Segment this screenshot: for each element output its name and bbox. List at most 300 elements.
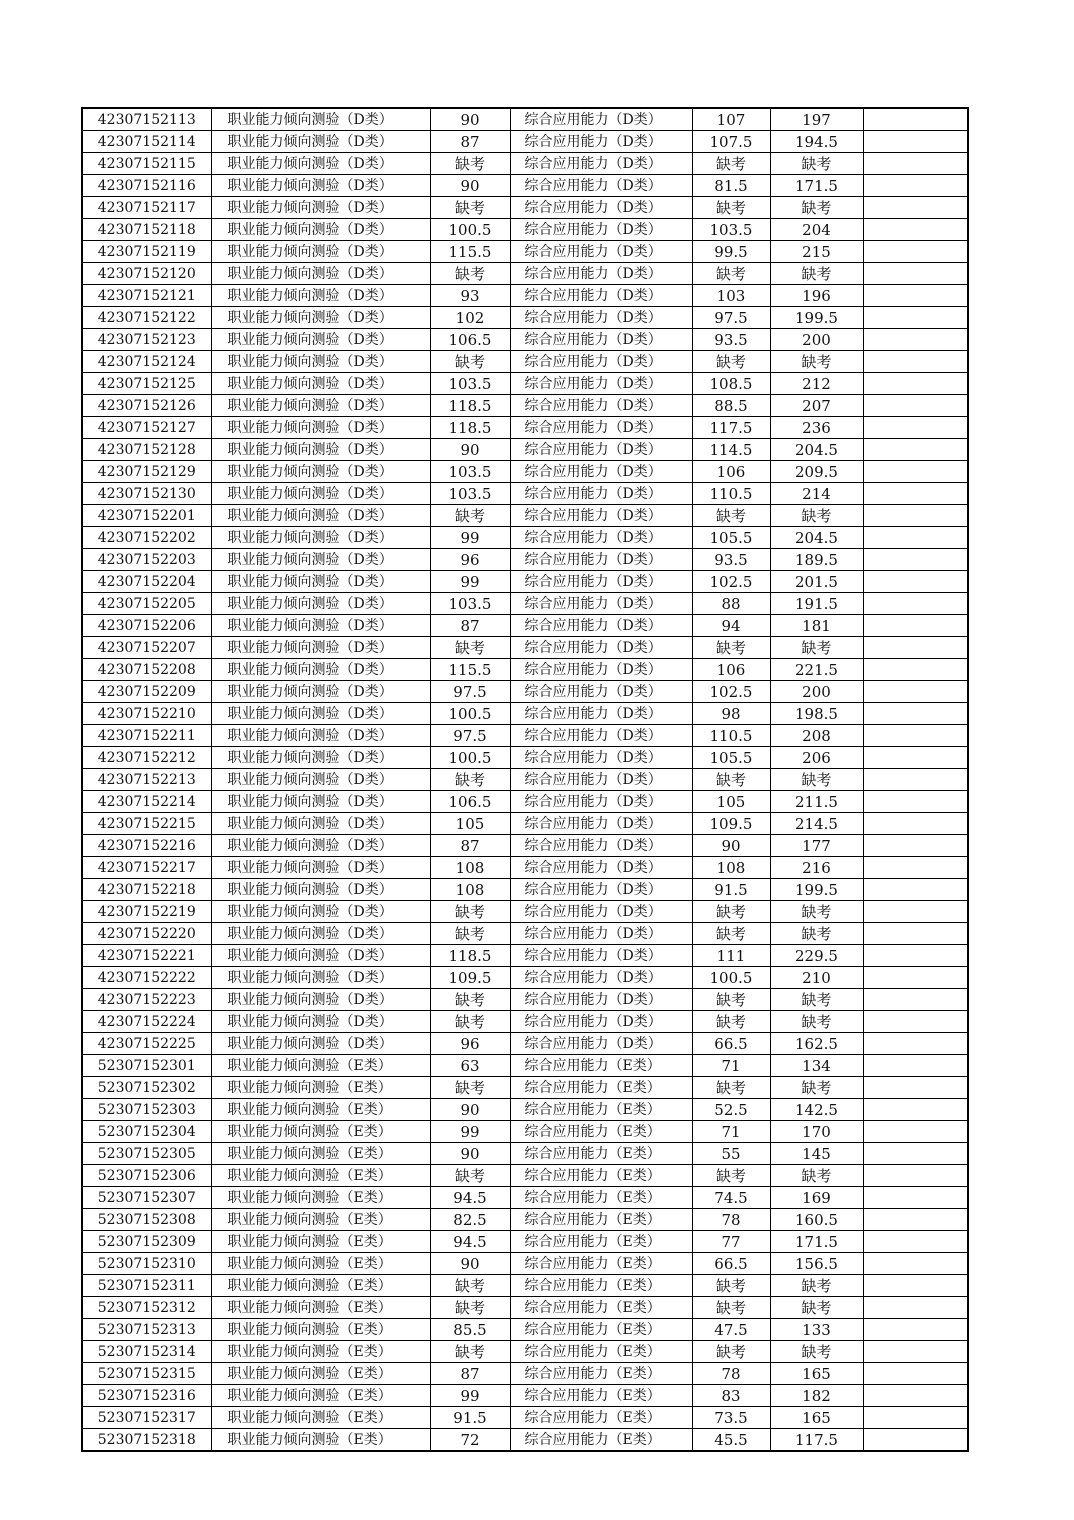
subject2-name-cell: 综合应用能力（D类） <box>510 439 692 461</box>
total-score-cell: 缺考 <box>770 1341 863 1363</box>
subject1-score-cell: 118.5 <box>430 945 510 967</box>
remark-cell <box>863 373 968 395</box>
total-score-cell: 134 <box>770 1055 863 1077</box>
total-score-cell: 缺考 <box>770 505 863 527</box>
subject1-name-cell: 职业能力倾向测验（D类） <box>211 857 430 879</box>
candidate-id-cell: 52307152309 <box>82 1231 211 1253</box>
candidate-id-cell: 42307152128 <box>82 439 211 461</box>
remark-cell <box>863 1055 968 1077</box>
remark-cell <box>863 967 968 989</box>
subject1-name-cell: 职业能力倾向测验（D类） <box>211 285 430 307</box>
subject2-name-cell: 综合应用能力（D类） <box>510 813 692 835</box>
remark-cell <box>863 351 968 373</box>
table-row <box>82 1143 968 1165</box>
candidate-id-cell: 42307152120 <box>82 263 211 285</box>
subject1-name-cell: 职业能力倾向测验（D类） <box>211 351 430 373</box>
subject1-score-cell: 94.5 <box>430 1187 510 1209</box>
total-score-cell: 214 <box>770 483 863 505</box>
candidate-id-cell: 52307152313 <box>82 1319 211 1341</box>
remark-cell <box>863 1363 968 1385</box>
total-score-cell: 210 <box>770 967 863 989</box>
subject1-score-cell: 96 <box>430 549 510 571</box>
subject2-score-cell: 94 <box>692 615 770 637</box>
candidate-id-cell: 42307152213 <box>82 769 211 791</box>
subject2-score-cell: 110.5 <box>692 725 770 747</box>
subject1-score-cell: 63 <box>430 1055 510 1077</box>
total-score-cell: 165 <box>770 1407 863 1429</box>
subject1-name-cell: 职业能力倾向测验（E类） <box>211 1297 430 1319</box>
candidate-id-cell: 52307152301 <box>82 1055 211 1077</box>
remark-cell <box>863 1099 968 1121</box>
subject2-score-cell: 71 <box>692 1121 770 1143</box>
subject2-name-cell: 综合应用能力（D类） <box>510 835 692 857</box>
subject2-name-cell: 综合应用能力（D类） <box>510 461 692 483</box>
subject2-score-cell: 93.5 <box>692 549 770 571</box>
subject2-score-cell: 缺考 <box>692 637 770 659</box>
candidate-id-cell: 42307152222 <box>82 967 211 989</box>
remark-cell <box>863 175 968 197</box>
candidate-id-cell: 42307152122 <box>82 307 211 329</box>
candidate-id-cell: 42307152225 <box>82 1033 211 1055</box>
subject1-name-cell: 职业能力倾向测验（D类） <box>211 153 430 175</box>
subject2-score-cell: 117.5 <box>692 417 770 439</box>
subject1-name-cell: 职业能力倾向测验（E类） <box>211 1055 430 1077</box>
total-score-cell: 171.5 <box>770 1231 863 1253</box>
candidate-id-cell: 52307152315 <box>82 1363 211 1385</box>
subject2-name-cell: 综合应用能力（D类） <box>510 153 692 175</box>
candidate-id-cell: 52307152314 <box>82 1341 211 1363</box>
remark-cell <box>863 923 968 945</box>
candidate-id-cell: 42307152218 <box>82 879 211 901</box>
remark-cell <box>863 945 968 967</box>
remark-cell <box>863 593 968 615</box>
candidate-id-cell: 52307152318 <box>82 1429 211 1452</box>
subject2-name-cell: 综合应用能力（D类） <box>510 703 692 725</box>
subject1-score-cell: 缺考 <box>430 153 510 175</box>
total-score-cell: 缺考 <box>770 1077 863 1099</box>
table-row <box>82 879 968 901</box>
subject1-score-cell: 115.5 <box>430 659 510 681</box>
subject1-name-cell: 职业能力倾向测验（D类） <box>211 461 430 483</box>
table-row <box>82 725 968 747</box>
remark-cell <box>863 1077 968 1099</box>
total-score-cell: 200 <box>770 681 863 703</box>
subject1-name-cell: 职业能力倾向测验（E类） <box>211 1121 430 1143</box>
subject2-name-cell: 综合应用能力（E类） <box>510 1143 692 1165</box>
subject1-name-cell: 职业能力倾向测验（D类） <box>211 131 430 153</box>
subject1-name-cell: 职业能力倾向测验（D类） <box>211 417 430 439</box>
subject2-name-cell: 综合应用能力（D类） <box>510 417 692 439</box>
subject2-score-cell: 缺考 <box>692 923 770 945</box>
remark-cell <box>863 1033 968 1055</box>
table-row <box>82 703 968 725</box>
subject2-score-cell: 78 <box>692 1209 770 1231</box>
total-score-cell: 204.5 <box>770 527 863 549</box>
subject1-score-cell: 106.5 <box>430 329 510 351</box>
subject1-name-cell: 职业能力倾向测验（D类） <box>211 703 430 725</box>
table-row <box>82 1187 968 1209</box>
subject2-score-cell: 66.5 <box>692 1033 770 1055</box>
subject1-score-cell: 106.5 <box>430 791 510 813</box>
table-row <box>82 527 968 549</box>
subject2-score-cell: 78 <box>692 1363 770 1385</box>
subject2-score-cell: 111 <box>692 945 770 967</box>
candidate-id-cell: 42307152113 <box>82 108 211 131</box>
subject2-name-cell: 综合应用能力（D类） <box>510 1011 692 1033</box>
subject1-score-cell: 99 <box>430 571 510 593</box>
subject2-score-cell: 缺考 <box>692 263 770 285</box>
table-row <box>82 549 968 571</box>
subject1-score-cell: 103.5 <box>430 461 510 483</box>
subject1-score-cell: 97.5 <box>430 725 510 747</box>
subject2-name-cell: 综合应用能力（E类） <box>510 1341 692 1363</box>
table-row <box>82 329 968 351</box>
subject1-score-cell: 100.5 <box>430 747 510 769</box>
subject2-score-cell: 106 <box>692 659 770 681</box>
subject1-name-cell: 职业能力倾向测验（D类） <box>211 329 430 351</box>
subject2-name-cell: 综合应用能力（E类） <box>510 1297 692 1319</box>
subject1-score-cell: 缺考 <box>430 1341 510 1363</box>
candidate-id-cell: 42307152219 <box>82 901 211 923</box>
subject2-name-cell: 综合应用能力（D类） <box>510 483 692 505</box>
subject1-name-cell: 职业能力倾向测验（E类） <box>211 1429 430 1452</box>
subject2-name-cell: 综合应用能力（D类） <box>510 108 692 131</box>
subject1-name-cell: 职业能力倾向测验（D类） <box>211 197 430 219</box>
subject1-score-cell: 90 <box>430 108 510 131</box>
subject1-score-cell: 118.5 <box>430 417 510 439</box>
subject2-name-cell: 综合应用能力（D类） <box>510 307 692 329</box>
subject1-name-cell: 职业能力倾向测验（E类） <box>211 1099 430 1121</box>
subject1-score-cell: 97.5 <box>430 681 510 703</box>
subject2-name-cell: 综合应用能力（D类） <box>510 989 692 1011</box>
total-score-cell: 194.5 <box>770 131 863 153</box>
table-row <box>82 1077 968 1099</box>
subject1-score-cell: 90 <box>430 175 510 197</box>
subject1-score-cell: 103.5 <box>430 483 510 505</box>
table-row <box>82 153 968 175</box>
table-row <box>82 1319 968 1341</box>
candidate-id-cell: 42307152203 <box>82 549 211 571</box>
table-row <box>82 483 968 505</box>
subject1-name-cell: 职业能力倾向测验（D类） <box>211 1011 430 1033</box>
table-row <box>82 637 968 659</box>
table-row <box>82 219 968 241</box>
subject1-score-cell: 90 <box>430 1253 510 1275</box>
subject2-name-cell: 综合应用能力（E类） <box>510 1363 692 1385</box>
candidate-id-cell: 42307152208 <box>82 659 211 681</box>
subject1-name-cell: 职业能力倾向测验（D类） <box>211 901 430 923</box>
subject2-name-cell: 综合应用能力（D类） <box>510 351 692 373</box>
total-score-cell: 177 <box>770 835 863 857</box>
total-score-cell: 缺考 <box>770 1011 863 1033</box>
subject1-score-cell: 缺考 <box>430 263 510 285</box>
remark-cell <box>863 307 968 329</box>
subject1-score-cell: 108 <box>430 879 510 901</box>
table-row <box>82 1341 968 1363</box>
table-row <box>82 747 968 769</box>
candidate-id-cell: 52307152308 <box>82 1209 211 1231</box>
subject1-score-cell: 缺考 <box>430 989 510 1011</box>
remark-cell <box>863 1187 968 1209</box>
remark-cell <box>863 395 968 417</box>
subject2-name-cell: 综合应用能力（D类） <box>510 197 692 219</box>
candidate-id-cell: 42307152220 <box>82 923 211 945</box>
subject1-score-cell: 缺考 <box>430 637 510 659</box>
table-row <box>82 835 968 857</box>
subject1-name-cell: 职业能力倾向测验（D类） <box>211 108 430 131</box>
subject2-name-cell: 综合应用能力（E类） <box>510 1099 692 1121</box>
subject2-score-cell: 109.5 <box>692 813 770 835</box>
table-row <box>82 615 968 637</box>
total-score-cell: 缺考 <box>770 351 863 373</box>
remark-cell <box>863 439 968 461</box>
subject1-score-cell: 109.5 <box>430 967 510 989</box>
subject1-name-cell: 职业能力倾向测验（D类） <box>211 263 430 285</box>
subject1-name-cell: 职业能力倾向测验（D类） <box>211 637 430 659</box>
remark-cell <box>863 527 968 549</box>
subject2-score-cell: 105.5 <box>692 747 770 769</box>
candidate-id-cell: 42307152129 <box>82 461 211 483</box>
subject2-name-cell: 综合应用能力（E类） <box>510 1429 692 1452</box>
subject1-score-cell: 82.5 <box>430 1209 510 1231</box>
total-score-cell: 117.5 <box>770 1429 863 1452</box>
table-row <box>82 373 968 395</box>
total-score-cell: 206 <box>770 747 863 769</box>
subject1-name-cell: 职业能力倾向测验（D类） <box>211 769 430 791</box>
table-row <box>82 769 968 791</box>
subject1-name-cell: 职业能力倾向测验（D类） <box>211 439 430 461</box>
subject1-score-cell: 72 <box>430 1429 510 1452</box>
total-score-cell: 182 <box>770 1385 863 1407</box>
candidate-id-cell: 42307152212 <box>82 747 211 769</box>
total-score-cell: 191.5 <box>770 593 863 615</box>
subject1-score-cell: 缺考 <box>430 351 510 373</box>
subject1-name-cell: 职业能力倾向测验（D类） <box>211 571 430 593</box>
subject2-score-cell: 108 <box>692 857 770 879</box>
subject2-name-cell: 综合应用能力（D类） <box>510 241 692 263</box>
remark-cell <box>863 461 968 483</box>
subject2-score-cell: 108.5 <box>692 373 770 395</box>
subject2-name-cell: 综合应用能力（D类） <box>510 637 692 659</box>
subject1-name-cell: 职业能力倾向测验（D类） <box>211 549 430 571</box>
remark-cell <box>863 549 968 571</box>
subject1-name-cell: 职业能力倾向测验（D类） <box>211 725 430 747</box>
remark-cell <box>863 1407 968 1429</box>
table-row <box>82 241 968 263</box>
subject2-score-cell: 52.5 <box>692 1099 770 1121</box>
subject1-name-cell: 职业能力倾向测验（E类） <box>211 1407 430 1429</box>
table-row <box>82 197 968 219</box>
total-score-cell: 214.5 <box>770 813 863 835</box>
subject2-name-cell: 综合应用能力（D类） <box>510 791 692 813</box>
remark-cell <box>863 747 968 769</box>
candidate-id-cell: 52307152303 <box>82 1099 211 1121</box>
subject1-score-cell: 118.5 <box>430 395 510 417</box>
total-score-cell: 208 <box>770 725 863 747</box>
total-score-cell: 207 <box>770 395 863 417</box>
subject1-name-cell: 职业能力倾向测验（D类） <box>211 483 430 505</box>
subject2-name-cell: 综合应用能力（D类） <box>510 219 692 241</box>
subject2-score-cell: 105.5 <box>692 527 770 549</box>
candidate-id-cell: 42307152117 <box>82 197 211 219</box>
candidate-id-cell: 42307152118 <box>82 219 211 241</box>
candidate-id-cell: 42307152217 <box>82 857 211 879</box>
subject1-name-cell: 职业能力倾向测验（D类） <box>211 659 430 681</box>
candidate-id-cell: 42307152223 <box>82 989 211 1011</box>
total-score-cell: 133 <box>770 1319 863 1341</box>
remark-cell <box>863 1319 968 1341</box>
total-score-cell: 160.5 <box>770 1209 863 1231</box>
candidate-id-cell: 52307152302 <box>82 1077 211 1099</box>
subject2-score-cell: 98 <box>692 703 770 725</box>
candidate-id-cell: 42307152216 <box>82 835 211 857</box>
subject2-name-cell: 综合应用能力（E类） <box>510 1407 692 1429</box>
subject1-name-cell: 职业能力倾向测验（E类） <box>211 1187 430 1209</box>
total-score-cell: 181 <box>770 615 863 637</box>
subject2-score-cell: 83 <box>692 1385 770 1407</box>
subject1-score-cell: 缺考 <box>430 1275 510 1297</box>
candidate-id-cell: 42307152221 <box>82 945 211 967</box>
total-score-cell: 200 <box>770 329 863 351</box>
subject1-name-cell: 职业能力倾向测验（E类） <box>211 1319 430 1341</box>
total-score-cell: 212 <box>770 373 863 395</box>
subject2-score-cell: 缺考 <box>692 769 770 791</box>
total-score-cell: 199.5 <box>770 879 863 901</box>
total-score-cell: 204.5 <box>770 439 863 461</box>
subject1-name-cell: 职业能力倾向测验（D类） <box>211 527 430 549</box>
subject2-name-cell: 综合应用能力（E类） <box>510 1275 692 1297</box>
subject2-score-cell: 88.5 <box>692 395 770 417</box>
subject1-name-cell: 职业能力倾向测验（D类） <box>211 879 430 901</box>
candidate-id-cell: 52307152312 <box>82 1297 211 1319</box>
subject2-score-cell: 73.5 <box>692 1407 770 1429</box>
table-row <box>82 1253 968 1275</box>
subject2-name-cell: 综合应用能力（D类） <box>510 879 692 901</box>
subject2-score-cell: 97.5 <box>692 307 770 329</box>
total-score-cell: 缺考 <box>770 923 863 945</box>
subject2-name-cell: 综合应用能力（D类） <box>510 131 692 153</box>
remark-cell <box>863 263 968 285</box>
subject2-score-cell: 103 <box>692 285 770 307</box>
subject1-name-cell: 职业能力倾向测验（D类） <box>211 923 430 945</box>
subject1-name-cell: 职业能力倾向测验（E类） <box>211 1165 430 1187</box>
table-row <box>82 1363 968 1385</box>
table-row <box>82 307 968 329</box>
total-score-cell: 缺考 <box>770 637 863 659</box>
subject1-score-cell: 90 <box>430 439 510 461</box>
subject2-name-cell: 综合应用能力（D类） <box>510 175 692 197</box>
total-score-cell: 缺考 <box>770 153 863 175</box>
candidate-id-cell: 42307152206 <box>82 615 211 637</box>
candidate-id-cell: 42307152211 <box>82 725 211 747</box>
subject1-name-cell: 职业能力倾向测验（E类） <box>211 1253 430 1275</box>
score-table-body <box>82 108 968 1451</box>
remark-cell <box>863 857 968 879</box>
subject2-name-cell: 综合应用能力（E类） <box>510 1209 692 1231</box>
table-row <box>82 1121 968 1143</box>
subject1-name-cell: 职业能力倾向测验（D类） <box>211 989 430 1011</box>
subject2-name-cell: 综合应用能力（E类） <box>510 1165 692 1187</box>
total-score-cell: 216 <box>770 857 863 879</box>
subject1-score-cell: 93 <box>430 285 510 307</box>
subject1-score-cell: 90 <box>430 1099 510 1121</box>
subject2-score-cell: 106 <box>692 461 770 483</box>
candidate-id-cell: 42307152202 <box>82 527 211 549</box>
subject1-name-cell: 职业能力倾向测验（D类） <box>211 681 430 703</box>
subject2-score-cell: 102.5 <box>692 681 770 703</box>
total-score-cell: 196 <box>770 285 863 307</box>
subject1-name-cell: 职业能力倾向测验（D类） <box>211 395 430 417</box>
subject2-name-cell: 综合应用能力（E类） <box>510 1253 692 1275</box>
table-row <box>82 901 968 923</box>
subject1-score-cell: 100.5 <box>430 219 510 241</box>
subject1-name-cell: 职业能力倾向测验（D类） <box>211 967 430 989</box>
total-score-cell: 221.5 <box>770 659 863 681</box>
candidate-id-cell: 42307152201 <box>82 505 211 527</box>
subject2-name-cell: 综合应用能力（E类） <box>510 1055 692 1077</box>
subject1-score-cell: 87 <box>430 1363 510 1385</box>
subject1-score-cell: 96 <box>430 1033 510 1055</box>
candidate-id-cell: 42307152215 <box>82 813 211 835</box>
subject2-name-cell: 综合应用能力（D类） <box>510 901 692 923</box>
total-score-cell: 142.5 <box>770 1099 863 1121</box>
remark-cell <box>863 615 968 637</box>
subject1-score-cell: 99 <box>430 527 510 549</box>
table-row <box>82 417 968 439</box>
table-row <box>82 1165 968 1187</box>
candidate-id-cell: 42307152123 <box>82 329 211 351</box>
subject1-name-cell: 职业能力倾向测验（E类） <box>211 1341 430 1363</box>
subject1-score-cell: 87 <box>430 835 510 857</box>
candidate-id-cell: 42307152209 <box>82 681 211 703</box>
subject2-name-cell: 综合应用能力（D类） <box>510 1033 692 1055</box>
candidate-id-cell: 52307152311 <box>82 1275 211 1297</box>
candidate-id-cell: 52307152310 <box>82 1253 211 1275</box>
remark-cell <box>863 813 968 835</box>
candidate-id-cell: 42307152207 <box>82 637 211 659</box>
subject2-score-cell: 105 <box>692 791 770 813</box>
subject1-name-cell: 职业能力倾向测验（D类） <box>211 373 430 395</box>
subject1-name-cell: 职业能力倾向测验（D类） <box>211 747 430 769</box>
subject2-score-cell: 71 <box>692 1055 770 1077</box>
subject2-name-cell: 综合应用能力（D类） <box>510 395 692 417</box>
candidate-id-cell: 42307152115 <box>82 153 211 175</box>
candidate-id-cell: 52307152316 <box>82 1385 211 1407</box>
subject2-score-cell: 47.5 <box>692 1319 770 1341</box>
remark-cell <box>863 131 968 153</box>
subject1-name-cell: 职业能力倾向测验（D类） <box>211 593 430 615</box>
total-score-cell: 缺考 <box>770 1275 863 1297</box>
candidate-id-cell: 42307152214 <box>82 791 211 813</box>
subject2-score-cell: 缺考 <box>692 197 770 219</box>
remark-cell <box>863 1385 968 1407</box>
subject1-score-cell: 91.5 <box>430 1407 510 1429</box>
subject1-name-cell: 职业能力倾向测验（E类） <box>211 1077 430 1099</box>
remark-cell <box>863 791 968 813</box>
subject1-score-cell: 115.5 <box>430 241 510 263</box>
subject1-score-cell: 103.5 <box>430 373 510 395</box>
subject2-score-cell: 100.5 <box>692 967 770 989</box>
table-row <box>82 439 968 461</box>
subject2-name-cell: 综合应用能力（D类） <box>510 285 692 307</box>
remark-cell <box>863 505 968 527</box>
subject1-name-cell: 职业能力倾向测验（D类） <box>211 1033 430 1055</box>
remark-cell <box>863 483 968 505</box>
subject1-score-cell: 100.5 <box>430 703 510 725</box>
total-score-cell: 165 <box>770 1363 863 1385</box>
total-score-cell: 197 <box>770 108 863 131</box>
table-row <box>82 1055 968 1077</box>
